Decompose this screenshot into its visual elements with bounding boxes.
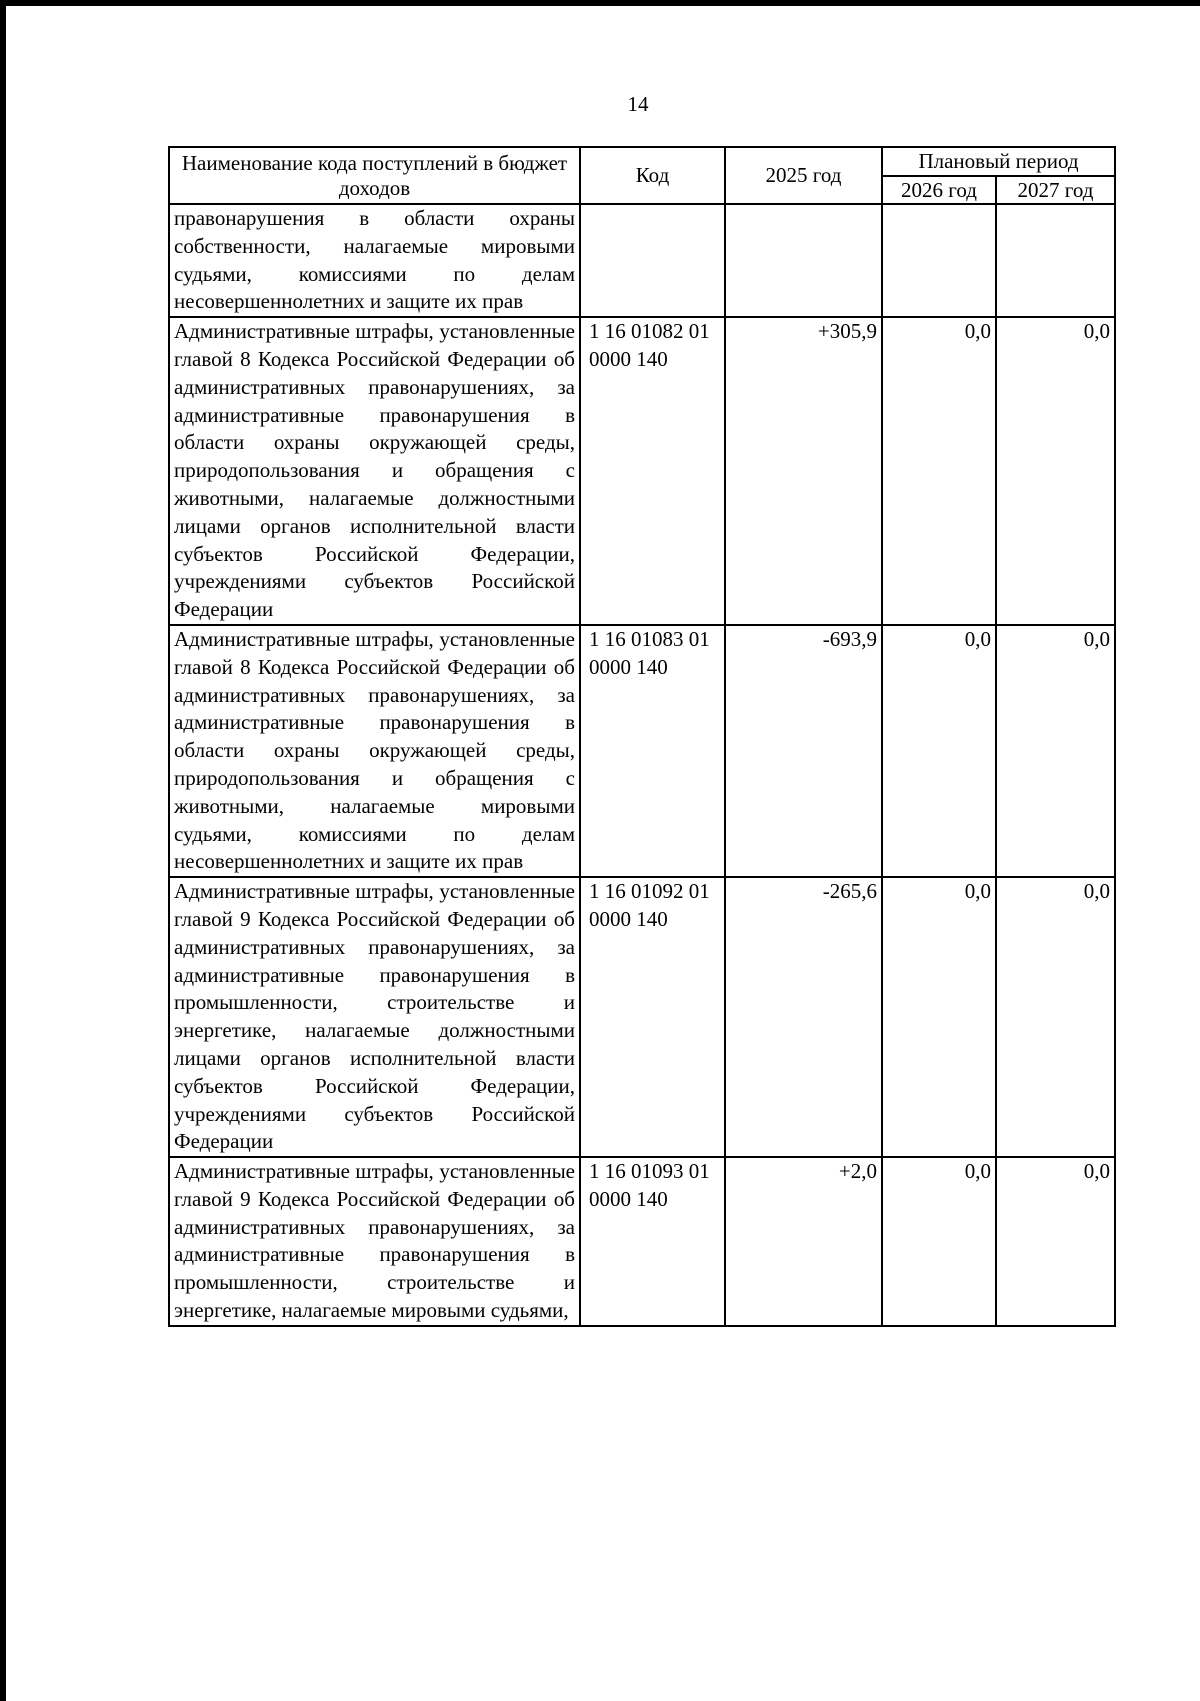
row-code	[580, 204, 725, 317]
column-header-2027: 2027 год	[996, 176, 1115, 204]
row-2025: +305,9	[725, 317, 882, 625]
column-header-code: Код	[580, 147, 725, 204]
table-row	[169, 317, 1115, 625]
row-2025: -265,6	[725, 877, 882, 1157]
row-name: Административные штрафы, установленные главой 9 Кодекса Российской Федерации об административных правонарушениях, за административные правонарушения в промышленности, строительстве и энергетике, налагаемые мировыми судьями,	[169, 1157, 580, 1326]
revenue-table	[168, 146, 1116, 1327]
row-code: 1 16 01092 01 0000 140	[580, 877, 725, 1157]
scan-edge-top	[0, 0, 1200, 6]
row-2025: +2,0	[725, 1157, 882, 1326]
row-name: Административные штрафы, установленные главой 9 Кодекса Российской Федерации об административных правонарушениях, за административные правонарушения в промышленности, строительстве и энергетике, налагаемые должностными лицами органов исполнительной власти субъектов Российской Федерации, учреждениями субъектов Российской Федерации	[169, 877, 580, 1157]
column-header-planned-period: Плановый период	[882, 147, 1115, 176]
table-row	[169, 204, 1115, 317]
row-code: 1 16 01083 01 0000 140	[580, 625, 725, 877]
row-2026: 0,0	[882, 317, 996, 625]
row-2026	[882, 204, 996, 317]
row-2026: 0,0	[882, 1157, 996, 1326]
row-code: 1 16 01082 01 0000 140	[580, 317, 725, 625]
row-code: 1 16 01093 01 0000 140	[580, 1157, 725, 1326]
column-header-name: Наименование кода поступлений в бюджет доходов	[169, 147, 580, 204]
row-2027: 0,0	[996, 625, 1115, 877]
column-header-2026: 2026 год	[882, 176, 996, 204]
row-2027: 0,0	[996, 1157, 1115, 1326]
row-2025	[725, 204, 882, 317]
row-2026: 0,0	[882, 625, 996, 877]
table-row	[169, 1157, 1115, 1326]
row-2027: 0,0	[996, 877, 1115, 1157]
table-row	[169, 877, 1115, 1157]
row-name: Административные штрафы, установленные главой 8 Кодекса Российской Федерации об административных правонарушениях, за административные правонарушения в области охраны окружающей среды, природопользования и обращения с животными, налагаемые мировыми судьями, комиссиями по делам несовершеннолетних и защите их прав	[169, 625, 580, 877]
row-2027	[996, 204, 1115, 317]
row-2025: -693,9	[725, 625, 882, 877]
row-2026: 0,0	[882, 877, 996, 1157]
page-number: 14	[627, 92, 649, 116]
table-row	[169, 625, 1115, 877]
row-name: Административные штрафы, установленные главой 8 Кодекса Российской Федерации об административных правонарушениях, за административные правонарушения в области охраны окружающей среды, природопользования и обращения с животными, налагаемые должностными лицами органов исполнительной власти субъектов Российской Федерации, учреждениями субъектов Российской Федерации	[169, 317, 580, 625]
column-header-2025: 2025 год	[725, 147, 882, 204]
scan-edge-left	[0, 0, 6, 1701]
row-name: правонарушения в области охраны собственности, налагаемые мировыми судьями, комиссиями по делам несовершеннолетних и защите их прав	[169, 204, 580, 317]
row-2027: 0,0	[996, 317, 1115, 625]
